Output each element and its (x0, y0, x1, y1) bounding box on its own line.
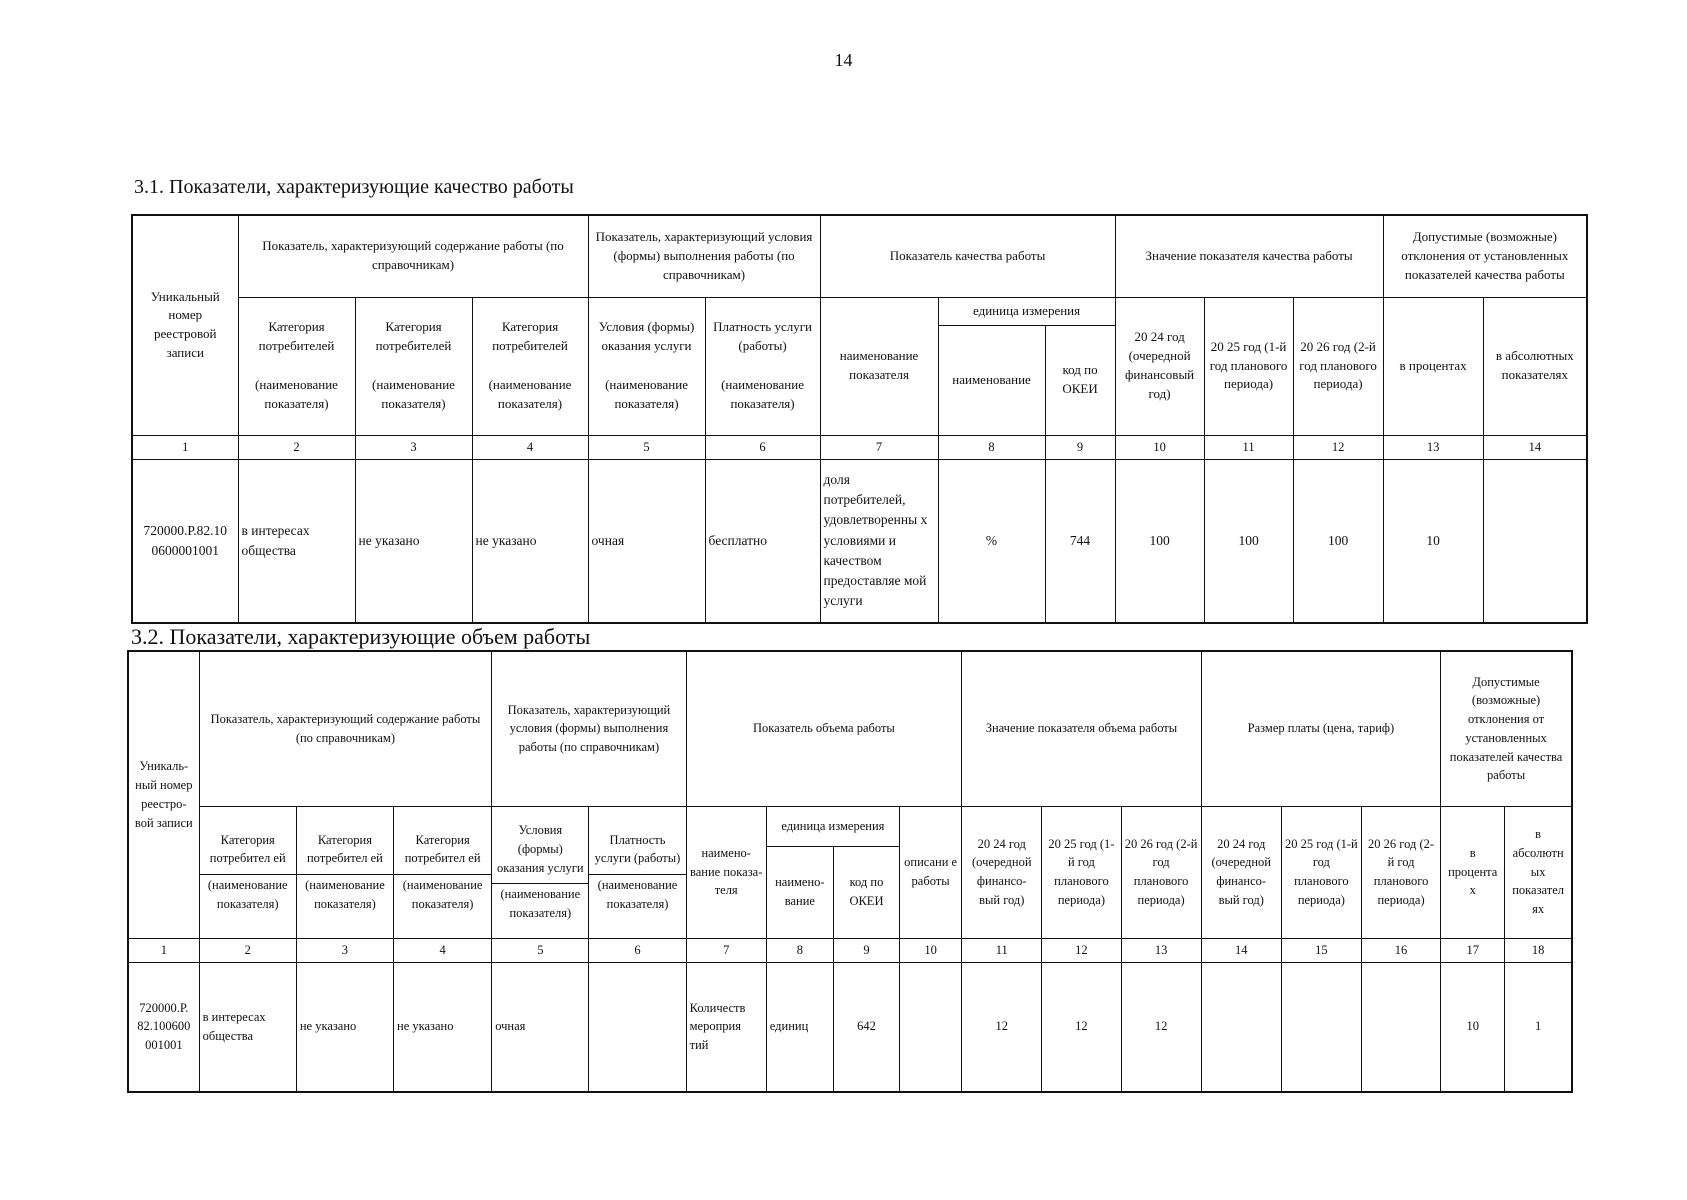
column-number: 10 (900, 938, 962, 962)
header-category-2: Категория потребител ей (наименование показателя) (296, 806, 393, 938)
header-category-1: Категория потребител ей (наименование показателя) (199, 806, 296, 938)
header-volume-indicator: Показатель объема работы (686, 651, 962, 806)
consumer-category-1: в интересах общества (199, 962, 296, 1092)
service-form: очная (588, 459, 705, 623)
deviation-absolute (1483, 459, 1587, 623)
indicator-name: Количеств мероприя тий (686, 962, 766, 1092)
header-price-2024: 20 24 год (очередной финансо- вый год) (1201, 806, 1281, 938)
column-number: 17 (1441, 938, 1505, 962)
column-number: 4 (394, 938, 492, 962)
header-okei: код по ОКЕИ (1045, 325, 1115, 435)
unit-name: единиц (766, 962, 833, 1092)
column-number: 4 (472, 435, 588, 459)
deviation-absolute: 1 (1505, 962, 1572, 1092)
value-2024: 100 (1115, 459, 1204, 623)
column-number: 5 (588, 435, 705, 459)
column-number: 6 (705, 435, 820, 459)
header-category-3: Категория потребителей (наименование показателя) (472, 297, 588, 435)
price-2026 (1361, 962, 1440, 1092)
header-unit-name: наименование (938, 325, 1045, 435)
header-unit-name: наимено- вание (766, 846, 833, 938)
column-number: 12 (1042, 938, 1121, 962)
payment-type: бесплатно (705, 459, 820, 623)
volume-table (127, 650, 1573, 1093)
consumer-category-2: не указано (296, 962, 393, 1092)
okei-code: 642 (833, 962, 899, 1092)
header-unit: единица измерения (766, 806, 899, 846)
header-deviation: Допустимые (возможные) отклонения от установленных показателей качества работы (1383, 215, 1587, 297)
column-number: 11 (962, 938, 1042, 962)
header-price-2025: 20 25 год (1-й год планового периода) (1281, 806, 1361, 938)
header-value-2025: 20 25 год (1-й год планового периода) (1042, 806, 1121, 938)
header-category-1: Категория потребителей (наименование показателя) (238, 297, 355, 435)
header-percent: в процентах (1383, 297, 1483, 435)
header-percent: в процента х (1441, 806, 1505, 938)
column-number: 7 (686, 938, 766, 962)
column-number: 11 (1204, 435, 1293, 459)
header-value-2026: 20 26 год (2-й год планового периода) (1121, 806, 1201, 938)
header-value-2024: 20 24 год (очередной финансо- вый год) (962, 806, 1042, 938)
section-title-quality: 3.1. Показатели, характеризующие качество работы (134, 176, 574, 198)
header-year-2024: 20 24 год (очередной финансовый год) (1115, 297, 1204, 435)
header-category-3: Категория потребител ей (наименование показателя) (394, 806, 492, 938)
service-form: очная (492, 962, 589, 1092)
header-description: описани е работы (900, 806, 962, 938)
column-number: 14 (1201, 938, 1281, 962)
header-unit: единица измерения (938, 297, 1115, 325)
column-number: 2 (199, 938, 296, 962)
column-number: 8 (938, 435, 1045, 459)
header-conditions-form: Условия (формы) оказания услуги (наименование показателя) (492, 806, 589, 938)
column-number: 14 (1483, 435, 1587, 459)
value-2025: 12 (1042, 962, 1121, 1092)
header-okei: код по ОКЕИ (833, 846, 899, 938)
quality-table (131, 214, 1588, 624)
column-number: 3 (296, 938, 393, 962)
registry-number: 720000.Р.82.10 0600001001 (132, 459, 238, 623)
column-number: 18 (1505, 938, 1572, 962)
header-deviation: Допустимые (возможные) отклонения от установленных показателей качества работы (1441, 651, 1572, 806)
header-category-2: Категория потребителей (наименование показателя) (355, 297, 472, 435)
payment-type (589, 962, 686, 1092)
header-year-2026: 20 26 год (2-й год планового периода) (1293, 297, 1383, 435)
column-number: 13 (1121, 938, 1201, 962)
value-2025: 100 (1204, 459, 1293, 623)
registry-number: 720000.Р. 82.100600 001001 (128, 962, 199, 1092)
header-absolute: в абсолютн ых показател ях (1505, 806, 1572, 938)
header-indicator-name: наименование показателя (820, 297, 938, 435)
deviation-percent: 10 (1441, 962, 1505, 1092)
header-content-indicator: Показатель, характеризующий содержание работы (по справочникам) (199, 651, 492, 806)
column-number: 9 (833, 938, 899, 962)
column-number: 6 (589, 938, 686, 962)
deviation-percent: 10 (1383, 459, 1483, 623)
okei-code: 744 (1045, 459, 1115, 623)
value-2024: 12 (962, 962, 1042, 1092)
header-unique-number: Уникальный номер реестровой записи (132, 215, 238, 435)
section-title-volume: 3.2. Показатели, характеризующие объем работы (131, 624, 591, 649)
header-price: Размер платы (цена, тариф) (1201, 651, 1440, 806)
header-absolute: в абсолютных показателях (1483, 297, 1587, 435)
header-payment: Платность услуги (работы) (наименование показателя) (589, 806, 686, 938)
price-2025 (1281, 962, 1361, 1092)
header-indicator-name: наимено- вание показа- теля (686, 806, 766, 938)
column-number: 9 (1045, 435, 1115, 459)
value-2026: 100 (1293, 459, 1383, 623)
header-conditions-indicator: Показатель, характеризующий условия (формы) выполнения работы (по справочникам) (588, 215, 820, 297)
column-number: 7 (820, 435, 938, 459)
header-conditions-form: Условия (формы) оказания услуги (наименование показателя) (588, 297, 705, 435)
header-year-2025: 20 25 год (1-й год планового периода) (1204, 297, 1293, 435)
column-number: 5 (492, 938, 589, 962)
consumer-category-3: не указано (472, 459, 588, 623)
consumer-category-2: не указано (355, 459, 472, 623)
column-number: 16 (1361, 938, 1440, 962)
header-price-2026: 20 26 год (2-й год планового периода) (1361, 806, 1440, 938)
column-number: 3 (355, 435, 472, 459)
header-quality-value: Значение показателя качества работы (1115, 215, 1383, 297)
consumer-category-3: не указано (394, 962, 492, 1092)
header-conditions-indicator: Показатель, характеризующий условия (формы) выполнения работы (по справочникам) (492, 651, 686, 806)
header-payment: Платность услуги (работы) (наименование показателя) (705, 297, 820, 435)
column-number: 10 (1115, 435, 1204, 459)
column-number: 12 (1293, 435, 1383, 459)
work-description (900, 962, 962, 1092)
header-unique-number: Уникаль- ный номер реестро- вой записи (128, 651, 199, 938)
column-number: 1 (132, 435, 238, 459)
column-number: 8 (766, 938, 833, 962)
price-2024 (1201, 962, 1281, 1092)
indicator-name: доля потребителей, удовлетворенны х условиями и качеством предоставляе мой услуги (820, 459, 938, 623)
header-volume-value: Значение показателя объема работы (962, 651, 1201, 806)
column-number: 1 (128, 938, 199, 962)
consumer-category-1: в интересах общества (238, 459, 355, 623)
column-number: 2 (238, 435, 355, 459)
unit-name: % (938, 459, 1045, 623)
header-content-indicator: Показатель, характеризующий содержание работы (по справочникам) (238, 215, 588, 297)
value-2026: 12 (1121, 962, 1201, 1092)
column-number: 15 (1281, 938, 1361, 962)
header-quality-indicator: Показатель качества работы (820, 215, 1115, 297)
page-number: 14 (834, 50, 853, 70)
column-number: 13 (1383, 435, 1483, 459)
